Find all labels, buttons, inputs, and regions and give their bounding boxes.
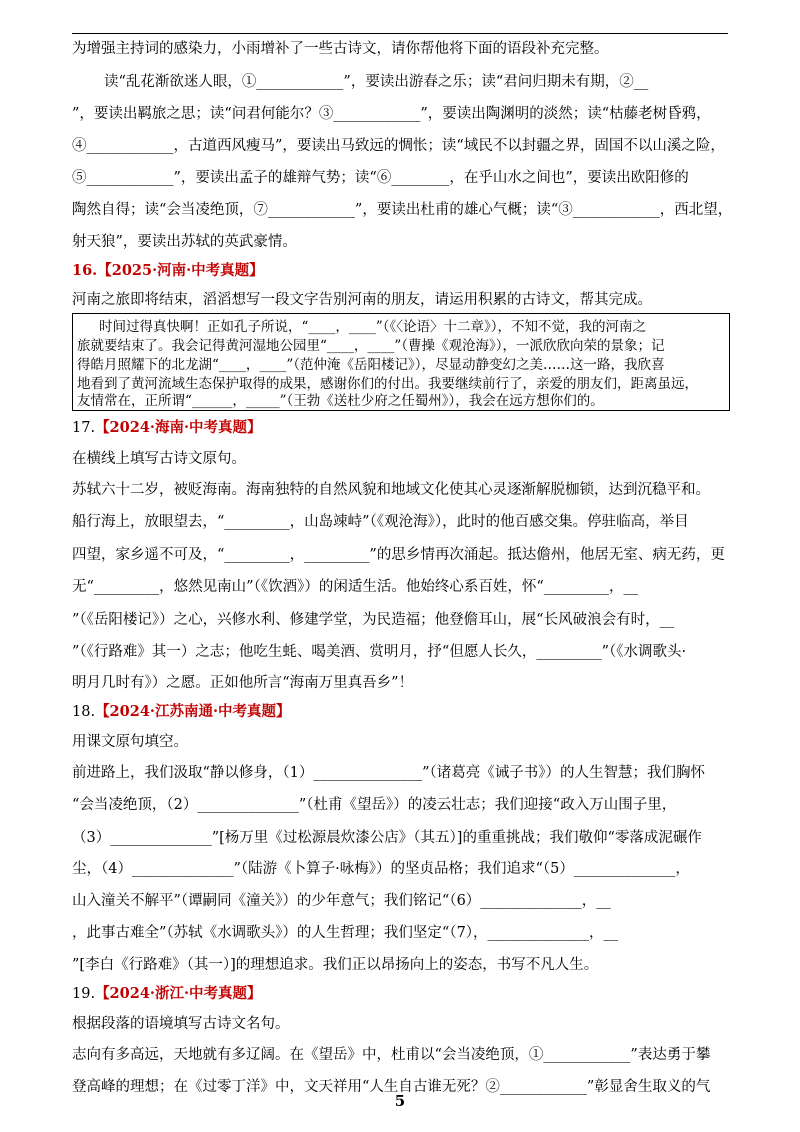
q16-box-line: 旅就要结束了。我会记得黄河湿地公园里“____，____”（曹操《观沧海》），一派欣欣向荣的景象；记 [77,338,665,354]
q16-box-line: 地看到了黄河流域生态保护取得的成果，感谢你们的付出。我要继续前行了，亲爱的朋友们，距离虽远， [77,376,698,392]
q16-prompt: 河南之旅即将结束，滔滔想写一段文字告别河南的朋友，请运用积累的古诗文，帮其完成。 [72,292,652,308]
q15-line: ④____________，古道西风瘦马”，要读出马致远的惆怅；读“域民不以封疆之界，固国不以山溪之险， [72,138,725,154]
q17-heading [72,418,732,438]
q17-number: 17. [72,420,96,436]
q15-line: 读“乱花渐欲迷人眼，①____________”，要读出游春之乐；读“君问归期未有期，②__ [104,74,649,90]
q18-line: 前进路上，我们汲取“静以修身，（1）_______________”（诸葛亮《诫子书》）的人生智慧；我们胸怀 [72,765,706,781]
q17-line: ”（《岳阳楼记》）之心，兴修水利、修建学堂，为民造福；他登儋耳山，展“长风破浪会有时，__ [72,612,675,628]
header-rule [72,33,728,34]
q18-prompt: 用课文原句填空。 [72,734,188,750]
q17-line: 四望，家乡遥不可及，“_________，_________”的思乡情再次涌起。抵达儋州，他居无室、病无药，更 [72,547,725,563]
q17-line: 无“_________，悠然见南山”（《饮酒》）的闲适生活。他始终心系百姓，怀“_________，__ [72,579,638,595]
q18-line: （3）______________”[杨万里《过松源晨炊漆公店》（其五）]的重重挑战；我们敬仰“零落成泥碾作 [72,830,702,846]
q17-line: ”（《行路难》其一）之志；他吃生蚝、喝美酒、赏明月，抒“但愿人长久，_________”（《水调歌头· [72,644,687,660]
q15-line: ”，要读出羁旅之思；读“问君何能尔？③____________”，要读出陶渊明的淡然；读“枯藤老树昏鸦， [72,106,711,122]
q19-line: 登高峰的理想；在《过零丁洋》中，文天祥用“人生自古谁无死？②____________”彰显舍生取义的气 [72,1079,711,1095]
q16-box-line: 友情常在，正所谓“______，_____”（王勃《送杜少府之任蜀州》），我会在远方想你们的。 [77,393,604,409]
q17-line: 船行海上，放眼望去，“_________，山岛竦峙”（《观沧海》），此时的他百感交集。停驻临高，举目 [72,514,689,530]
q18-heading [72,702,732,722]
q16-box-line: 得皓月照耀下的北龙湖“____，____”（范仲淹《岳阳楼记》），尽显动静变幻之美……这一路，我欣喜 [77,357,665,373]
q18-title: 【2024·江苏南通·中考真题】 [95,703,291,720]
q16-title: 16.【2025·河南·中考真题】 [72,262,264,279]
q18-number: 18. [72,704,96,720]
q19-heading [72,984,732,1004]
q19-number: 19. [72,986,96,1002]
q18-line: ”[李白《行路难》（其一）]的理想追求。我们正以昂扬向上的姿态，书写不凡人生。 [72,957,599,973]
q19-prompt: 根据段落的语境填写古诗文名句。 [72,1016,290,1032]
q18-line: 山入潼关不解平”（谭嗣同《潼关》）的少年意气；我们铭记“（6）______________，__ [72,893,611,909]
q15-line: 射天狼”，要读出苏轼的英武豪情。 [72,234,297,250]
page-number: 5 [394,1092,406,1110]
q18-line: ，此事古难全”（苏轼《水调歌头》）的人生哲理；我们坚定“（7），______________，__ [72,925,619,941]
q16-text-box [72,313,730,411]
q18-line: “会当凌绝顶，（2）______________”（杜甫《望岳》）的凌云壮志；我们迎接“政入万山围子里， [72,797,677,813]
q16-box-line: 时间过得真快啊！正如孔子所说，“____，____”（《〈论语〉十二章》），不知不觉，我的河南之 [99,319,647,335]
q17-line: 苏轼六十二岁，被贬海南。海南独特的自然风貌和地域文化使其心灵逐渐解脱枷锁，达到沉稳平和。 [72,482,710,498]
q19-title: 【2024·浙江·中考真题】 [95,985,262,1002]
q19-line: 志向有多高远，天地就有多辽阔。在《望岳》中，杜甫以“会当凌绝顶，①____________”表达勇于攀 [72,1047,711,1063]
intro-line: 为增强主持词的感染力，小雨增补了一些古诗文，请你帮他将下面的语段补充完整。 [72,41,609,57]
q17-line: 明月几时有》）之愿。正如他所言“海南万里真吾乡”！ [72,675,414,691]
q15-line: 陶然自得；读“会当凌绝顶，⑦____________”，要读出杜甫的雄心气概；读“③____________，西北望， [72,202,732,218]
q17-prompt: 在横线上填写古诗文原句。 [72,451,246,467]
q18-line: 尘，（4）______________”（陆游《卜算子·咏梅》）的坚贞品格；我们追求“（5）______________， [72,861,690,877]
q15-line: ⑤____________”，要读出孟子的雄辩气势；读“⑥________，在乎山水之间也”，要读出欧阳修的 [72,170,689,186]
q17-title: 【2024·海南·中考真题】 [95,419,262,436]
